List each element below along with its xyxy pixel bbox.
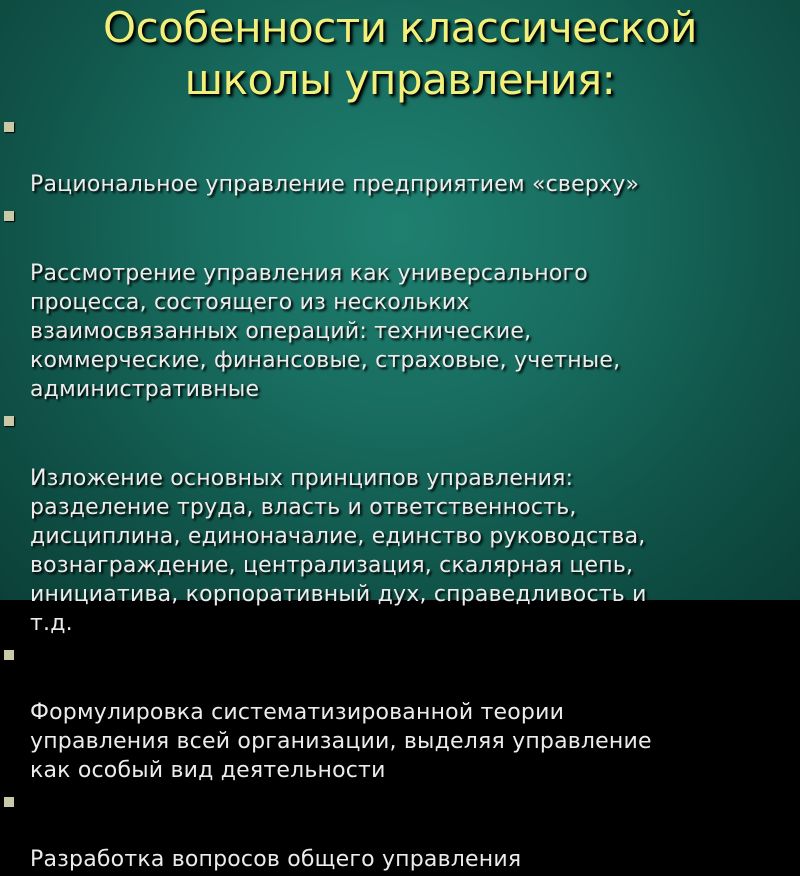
bullet-text-2: Рассмотрение управления как универсального процесса, состоящего из нескольких взаимосвязанных операций: технические, коммерческие, финансовые, страховые, учетные, административные xyxy=(30,261,621,402)
bullet-text-1: Рациональное управление предприятием «сверху» xyxy=(30,172,640,197)
bullet-list xyxy=(0,112,800,876)
bullet-item-4 xyxy=(0,640,800,785)
bullet-text-4: Формулировка систематизированной теории управления всей организации, выделяя управление как особый вид деятельности xyxy=(30,700,652,783)
square-bullet-icon xyxy=(4,797,14,807)
bullet-text-3: Изложение основных принципов управления: разделение труда, власть и ответственность, дисциплина, единоначалие, единство руководства, вознаграждение, централизация, скалярная цепь, инициатива, корпоративный дух, справедливость и т.д. xyxy=(30,466,647,636)
square-bullet-icon xyxy=(4,416,14,426)
bullet-item-5 xyxy=(0,787,800,874)
slide-title xyxy=(40,2,760,106)
slide-title-line-1: Особенности классической xyxy=(103,3,697,52)
bullet-item-1 xyxy=(0,112,800,199)
square-bullet-icon xyxy=(4,650,14,660)
bullet-text-5: Разработка вопросов общего управления xyxy=(30,847,522,872)
square-bullet-icon xyxy=(4,211,14,221)
bullet-item-3 xyxy=(0,406,800,638)
slide-title-line-2: школы управления: xyxy=(184,55,616,104)
bullet-item-2 xyxy=(0,201,800,404)
square-bullet-icon xyxy=(4,122,14,132)
